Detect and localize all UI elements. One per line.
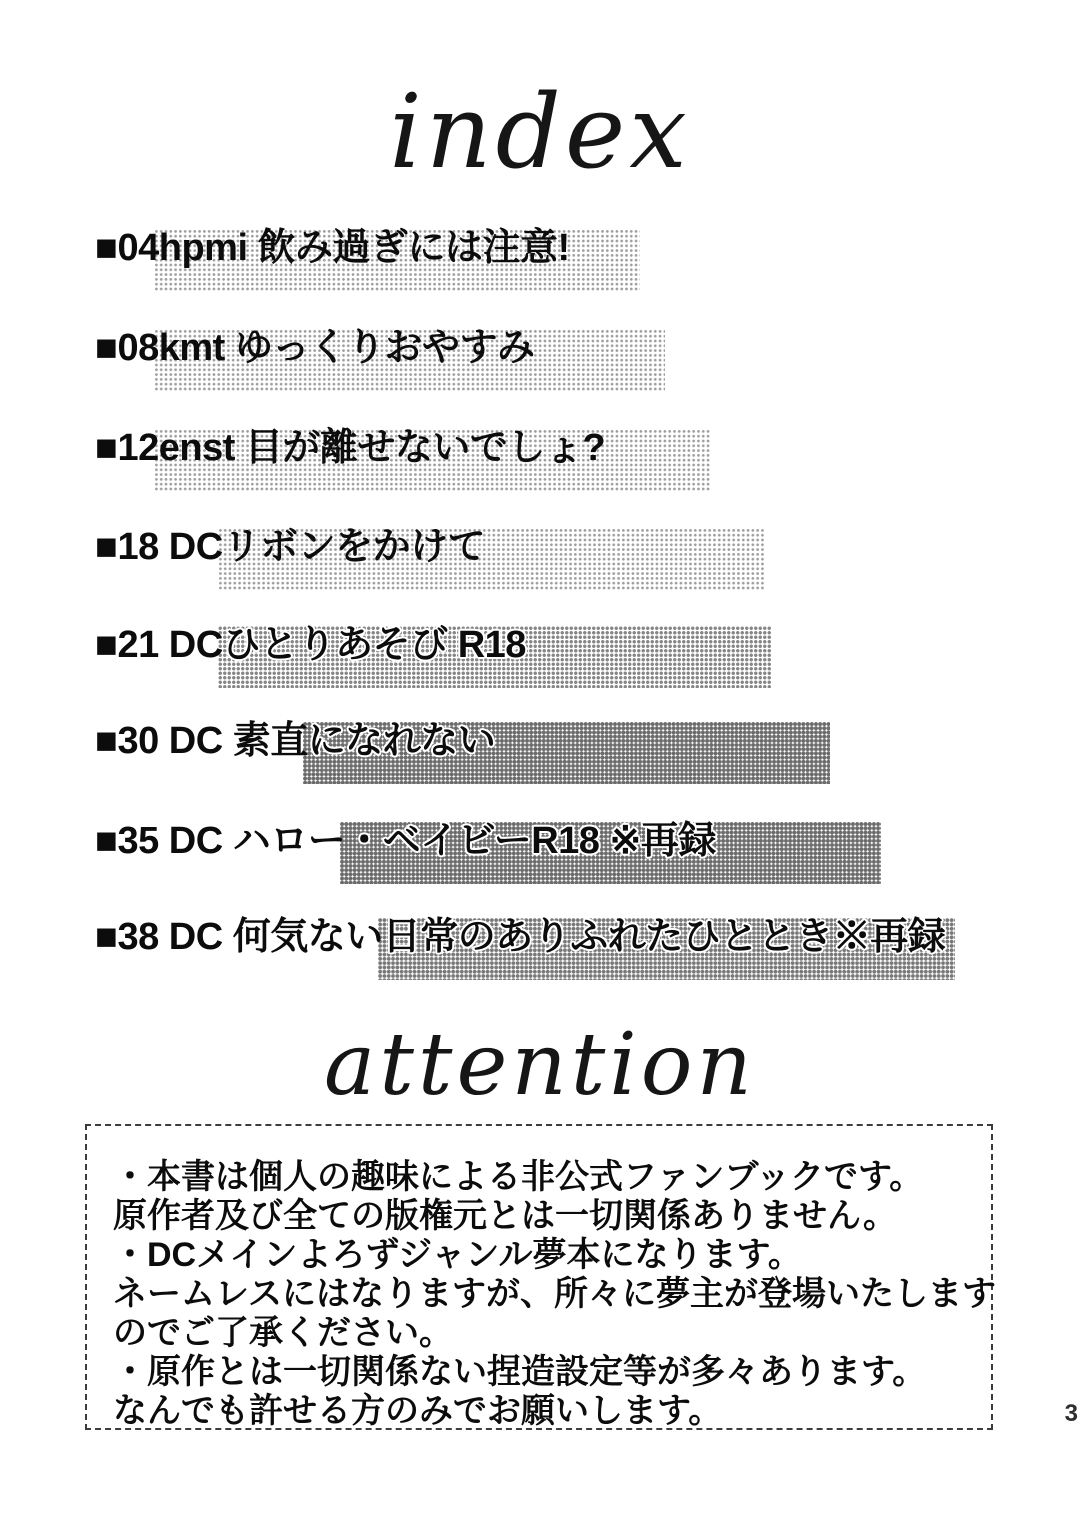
item-title-highlighted: リボンをかけて — [223, 523, 486, 571]
attention-heading: attention — [324, 1015, 756, 1115]
item-prefix: ■12 — [95, 427, 159, 469]
attention-box — [85, 1124, 996, 1430]
index-heading: index — [389, 73, 691, 192]
index-item-row — [95, 621, 526, 669]
attention-line: なんでも許せる方のみでお願いします。 — [113, 1392, 723, 1430]
item-title-highlighted: になれない — [308, 717, 496, 765]
attention-line: ネームレスにはなりますが、所々に夢主が登場いたします — [113, 1275, 996, 1313]
item-prefix: ■35 DC ハロー — [95, 820, 346, 862]
index-item-row — [95, 817, 716, 865]
index-item-row — [95, 224, 570, 272]
item-prefix: ■21 DC — [95, 624, 223, 666]
index-item-row — [95, 913, 945, 961]
item-title-highlighted: hpmi 飲み過ぎには注意! — [159, 224, 570, 272]
item-prefix: ■04 — [95, 227, 159, 269]
index-item-row — [95, 523, 485, 571]
item-prefix: ■30 DC 素直 — [95, 720, 308, 762]
attention-line: 原作者及び全ての版権元とは一切関係ありません。 — [113, 1197, 898, 1235]
item-title-highlighted: ・ベイビーR18 ※再録 — [345, 817, 716, 865]
item-title-highlighted: 日常のありふれたひととき※再録 — [383, 913, 946, 961]
item-title-highlighted: kmt ゆっくりおやすみ — [159, 324, 535, 372]
index-item-row — [95, 717, 495, 765]
item-prefix: ■18 DC — [95, 526, 223, 568]
attention-line: ・原作とは一切関係ない捏造設定等が多々あります。 — [113, 1353, 927, 1391]
page-number: 3 — [1064, 1400, 1078, 1427]
item-prefix: ■38 DC 何気ない — [95, 916, 383, 958]
index-item-row — [95, 324, 535, 372]
item-title-highlighted: ひとりあそび R18 — [223, 621, 526, 669]
attention-line: ・本書は個人の趣味による非公式ファンブックです。 — [113, 1158, 924, 1196]
attention-line: ・DCメインよろずジャンル夢本になります。 — [113, 1236, 802, 1274]
item-prefix: ■08 — [95, 327, 159, 369]
item-title-highlighted: enst 目が離せないでしょ? — [159, 424, 605, 472]
attention-line: のでご了承ください。 — [113, 1314, 453, 1352]
index-item-row — [95, 424, 605, 472]
